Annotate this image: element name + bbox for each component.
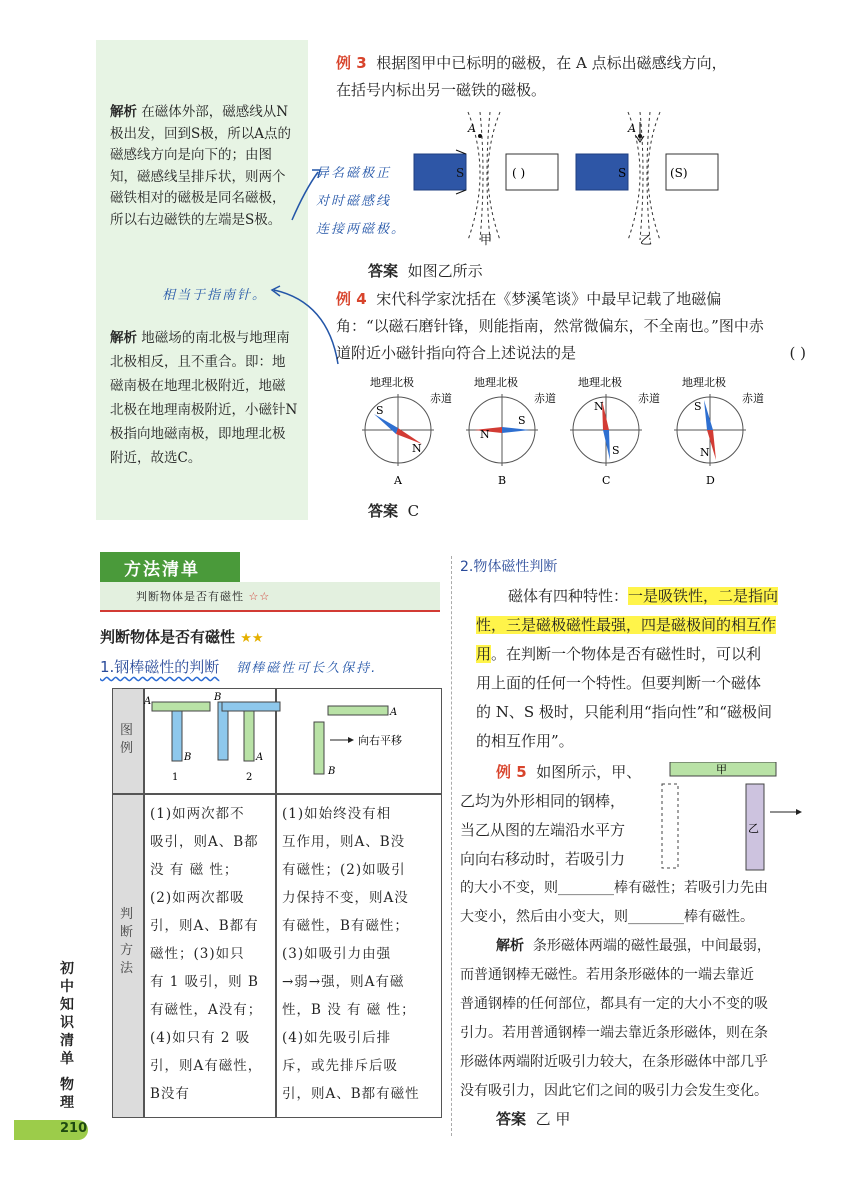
compass-equator-label: 赤道 (742, 392, 764, 405)
magnet-pole-label: S (456, 166, 465, 180)
method-sub-text: 判断物体是否有磁性 (136, 590, 244, 603)
table-line: 磁性；(3)如只 (150, 946, 245, 962)
subject-title: 物理 (60, 1077, 74, 1111)
example-text: 在括号内标出另一磁铁的磁极。 (336, 81, 547, 99)
para-text: 的相互作用”。 (476, 732, 574, 750)
example-3-answer (368, 258, 483, 285)
fig-label: 1 (172, 772, 179, 783)
book-title: 初中知识清单 (60, 961, 74, 1067)
compass-option-d (674, 375, 764, 487)
fig-label: B (184, 752, 192, 763)
highlighted-text: 性，三是磁极磁性最强，四是磁极间的相互作 (476, 616, 777, 634)
para-text: 。在判断一个物体是否有磁性时，可以利 (491, 645, 762, 663)
hand-line: 异名磁极正 (316, 166, 392, 181)
svg-text:S: S (518, 414, 526, 427)
example-text: 根据图甲中已标明的磁极，在 A 点标出磁感线方向， (376, 54, 727, 72)
highlighted-text: 一是吸铁性，二是指向 (628, 587, 779, 605)
analysis-text: 条形磁体两端的磁性最强，中间最弱， (532, 938, 771, 954)
point-a-label: A (628, 122, 636, 135)
note-label: 解析 (110, 104, 137, 120)
method-table (112, 688, 442, 1118)
example-label: 例 4 (336, 290, 367, 308)
magnet-properties-paragraph (476, 582, 808, 756)
row-header-legend: 图例 (120, 723, 134, 756)
compass-top-label: 地理北极 (474, 376, 518, 389)
svg-text:S: S (376, 404, 384, 417)
column-divider (451, 556, 452, 1136)
option-label: D (706, 474, 715, 487)
table-line: 引，则A有磁性， (150, 1058, 263, 1074)
table-line: (2)如两次都吸 (150, 890, 245, 906)
note-text: 地磁场的南北极与地理南北极相反，且不重合。即：地磁南极在地理北极附近，地磁北极在地理南极附近，小磁针N极指向地磁南极，即地理北极附近，故选C。 (110, 330, 298, 466)
side-note-2 (110, 326, 298, 470)
book-title-vertical (60, 960, 78, 1112)
magnet-field-figure (400, 110, 730, 250)
compass-top-label: 地理北极 (682, 376, 726, 389)
example-text: 角：“以磁石磨针锋，则能指南，然常微偏东，不全南也。”图中赤 (336, 317, 764, 335)
table-line: 互作用，则A、B没 (282, 834, 406, 850)
side-note-1 (110, 102, 298, 231)
table-line: 吸引，则A、B都 (150, 834, 259, 850)
section-1-title (100, 656, 377, 677)
hand-line: 连接两磁极。 (316, 222, 407, 237)
compass-equator-label: 赤道 (534, 392, 556, 405)
example-text: 当乙从图的左端沿水平方 (460, 821, 626, 839)
table-line: (3)如吸引力由强 (282, 946, 392, 962)
answer-text: C (407, 502, 420, 520)
method-column-1 (150, 800, 274, 1108)
analysis-text: 没有吸引力，因此它们之间的吸引力会发生变化。 (460, 1083, 768, 1099)
svg-text:N: N (480, 428, 490, 441)
fig-label: A (256, 752, 264, 763)
section-2-title: 2.物体磁性判断 (460, 559, 558, 575)
bar-label: 乙 (748, 822, 759, 835)
compass-top-label: 地理北极 (370, 376, 414, 389)
table-line: 性，B 没 有 磁 性； (282, 1002, 416, 1018)
svg-text:S: S (612, 444, 620, 457)
steel-bars-figure (660, 762, 806, 872)
example-5-answer (496, 1106, 570, 1133)
para-text: 的 N、S 极时，只能利用“指向性”和“磁极间 (476, 703, 772, 721)
analysis-text: 而普通钢棒无磁性。若用条形磁体的一端去靠近 (460, 967, 754, 983)
para-text: 用上面的任何一个特性。但要判断一个磁体 (476, 674, 762, 692)
fig-label: 向右平移 (358, 734, 402, 747)
handwritten-note-2: 相当于指南针。 (162, 288, 268, 303)
table-line: 有磁性，B有磁性； (282, 918, 409, 934)
option-label: A (394, 474, 402, 487)
fig-label: B (328, 766, 336, 777)
annotation-arrow-1 (290, 160, 330, 230)
table-line: B没有 (150, 1086, 190, 1102)
page-number: 210 (60, 1121, 88, 1136)
compass-top-label: 地理北极 (578, 376, 622, 389)
fig-label: B (214, 692, 222, 703)
star-icon: ★★ (240, 631, 264, 646)
svg-text:N: N (412, 442, 422, 455)
analysis-text: 普通钢棒的任何部位，都具有一定的大小不变的吸 (460, 996, 768, 1012)
note-text: 在磁体外部，磁感线从N极出发，回到S极，所以A点的磁感线方向是向下的；由图知，磁感线呈排斥状，则两个磁铁相对的磁极是同名磁极，所以右边磁铁的左端是S极。 (110, 104, 291, 228)
table-line: 有磁性，A没有； (150, 1002, 263, 1018)
method-title-text: 判断物体是否有磁性 (100, 628, 236, 646)
fig-label: A (390, 707, 398, 718)
answer-text: 如图乙所示 (407, 262, 483, 280)
example-3 (336, 50, 806, 104)
fig-label: A (144, 696, 152, 707)
example-label: 例 3 (336, 54, 367, 72)
svg-text:N: N (700, 446, 710, 459)
table-line: (1)如始终没有相 (282, 806, 392, 822)
figure-caption-yi: 乙 (640, 233, 653, 247)
example-text: 的大小不变，则________棒有磁性；若吸引力先由 (460, 880, 768, 896)
analysis-text: 形磁体两端附近吸引力较大，在条形磁体中部几乎 (460, 1054, 768, 1070)
paren-answer: (S) (670, 166, 688, 180)
compass-equator-label: 赤道 (638, 392, 660, 405)
svg-text:N: N (594, 400, 604, 413)
analysis-label: 解析 (496, 938, 524, 954)
table-line: (4)如先吸引后排 (282, 1030, 392, 1046)
table-line: (4)如只有 2 吸 (150, 1030, 251, 1046)
method-banner-sub (136, 588, 270, 604)
option-label: C (602, 474, 611, 487)
figure-caption-jia: 甲 (480, 233, 493, 247)
table-line: (1)如两次都不 (150, 806, 245, 822)
para-text: 磁体有四种特性： (508, 587, 629, 605)
bar-label: 甲 (716, 763, 727, 776)
table-line: 引，则A、B都有 (150, 918, 259, 934)
magnet-pole-label: S (618, 166, 627, 180)
row-header-method: 判断方法 (120, 907, 134, 976)
section-1-label: 1.钢棒磁性的判断 (100, 658, 220, 676)
example-text: 乙均为外形相同的钢棒， (460, 792, 626, 810)
page-number-tab (14, 1120, 88, 1140)
example-text: 道附近小磁针指向符合上述说法的是 (336, 344, 577, 362)
note-label: 解析 (110, 330, 137, 346)
point-a-label: A (468, 122, 476, 135)
compass-option-b (466, 375, 556, 487)
answer-label: 答案 (368, 262, 399, 280)
table-line: 有磁性；(2)如吸引 (282, 862, 406, 878)
paren-blank: ( ) (512, 166, 526, 180)
highlighted-text: 用 (476, 645, 492, 663)
example-label: 例 5 (496, 763, 527, 781)
answer-blank: ( ) (789, 344, 806, 362)
example-5-analysis (460, 932, 810, 1106)
method-title (100, 626, 264, 647)
answer-label: 答案 (496, 1110, 527, 1128)
answer-label: 答案 (368, 502, 399, 520)
table-line: 有 1 吸引，则 B (150, 974, 259, 990)
compass-option-c (570, 375, 660, 487)
compass-option-a (362, 375, 452, 487)
table-line: 引，则A、B都有磁性 (282, 1086, 420, 1102)
fig-label: 2 (246, 772, 253, 783)
example-text: 宋代科学家沈括在《梦溪笔谈》中最早记载了地磁偏 (376, 290, 722, 308)
method-banner-title: 方法清单 (124, 560, 200, 580)
compass-equator-label: 赤道 (430, 392, 452, 405)
handwritten-note-3: 钢棒磁性可长久保持. (236, 661, 378, 676)
example-4 (336, 286, 806, 367)
answer-text: 乙 甲 (535, 1110, 571, 1128)
table-line: 力保持不变，则A没 (282, 890, 409, 906)
example-text: 向向右移动时，若吸引力 (460, 850, 626, 868)
analysis-text: 引力。若用普通钢棒一端去靠近条形磁体，则在条 (460, 1025, 768, 1041)
method-banner (100, 552, 440, 612)
example-4-answer (368, 498, 419, 525)
bar-yi-start-outline (662, 784, 678, 868)
option-label: B (498, 474, 507, 487)
table-line: →弱→强，则A有磁 (282, 974, 405, 990)
compass-options-figure (350, 372, 790, 492)
star-icon: ☆☆ (248, 590, 271, 603)
table-line: 斥，或先排斥后吸 (282, 1058, 398, 1074)
hand-line: 对时磁感线 (316, 194, 392, 209)
example-text: 如图所示，甲、 (536, 763, 642, 781)
svg-text:S: S (694, 400, 702, 413)
example-text: 大变小，然后由小变大，则________棒有磁性。 (460, 909, 754, 925)
legend-figures (144, 688, 442, 794)
table-line: 没 有 磁 性； (150, 862, 239, 878)
method-column-2 (282, 800, 440, 1108)
